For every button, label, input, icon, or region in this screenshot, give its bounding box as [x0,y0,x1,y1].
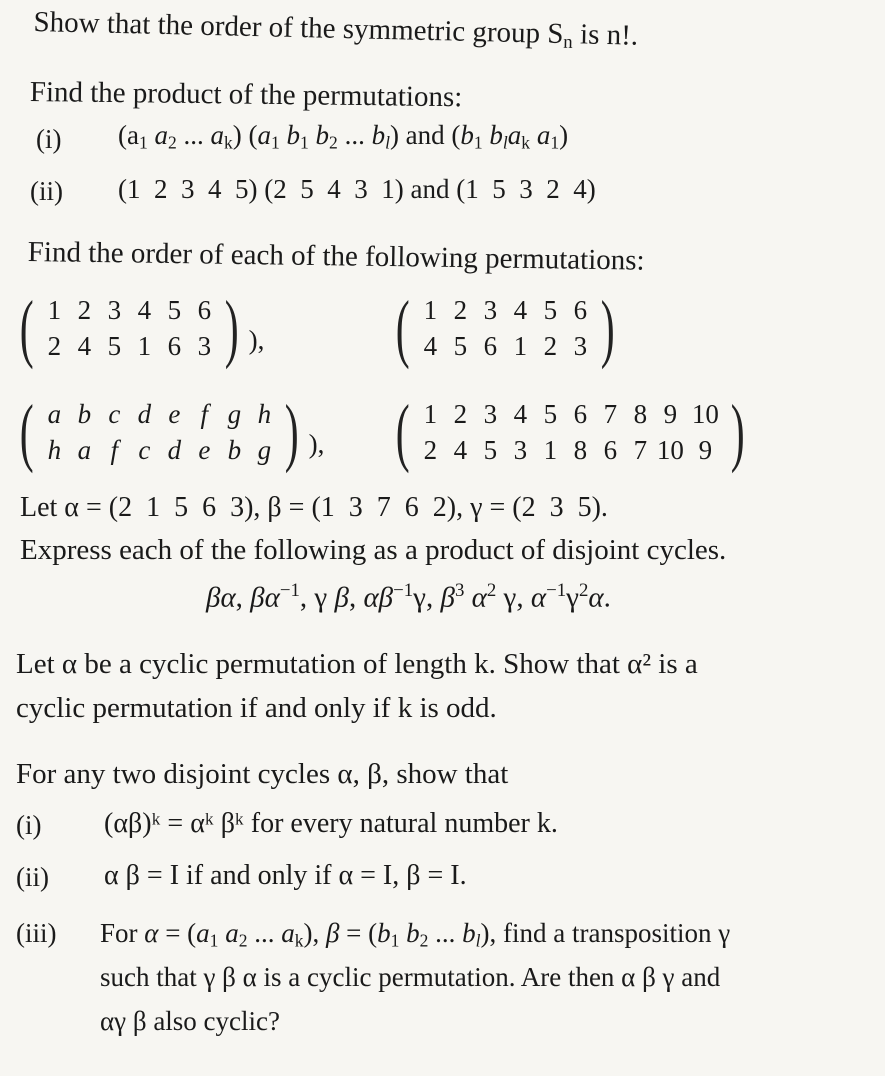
matrix-entry: 6 [603,435,618,465]
matrix-entry: 2 [47,331,62,361]
matrix-entry: 9 [663,399,678,429]
matrix-entry: 3 [483,399,498,429]
matrix-entry: 5 [543,399,558,429]
q6-title: For any two disjoint cycles α, β, show that [16,758,509,790]
q4-express-statement: Express each of the following as a product of disjoint cycles. [20,534,727,566]
matrix-entry: c [108,399,121,429]
matrix-entry: 6 [197,295,212,325]
matrix-entry: 6 [573,399,588,429]
matrix-entry: 1 [137,331,152,361]
matrix-entry: a [77,435,92,465]
q1-subscript: n [563,31,573,53]
q6-iii-label: (iii) [16,918,57,948]
matrix-entry: g [257,435,272,465]
matrix-entry: 4 [453,435,468,465]
matrix-entry: b [77,399,92,429]
q1-end: is n!. [572,18,639,52]
q2-ii-label: (ii) [30,176,63,206]
matrix-entry: 10 [656,435,684,465]
permutation-matrix-3 [14,390,325,474]
q6-iii-line-2: such that γ β α is a cyclic permutation. Are then α β γ and [100,962,721,992]
left-paren: ( [395,390,410,474]
matrix-entry: d [137,399,152,429]
matrix-entry: 1 [47,295,62,325]
matrix-1-top-row [39,292,219,328]
matrix-entry: 7 [603,399,618,429]
matrix-entry: 1 [513,331,528,361]
matrix-entry: 6 [483,331,498,361]
matrix-entry: b [227,435,242,465]
matrix-entry: 2 [543,331,558,361]
matrix-entry: 4 [513,295,528,325]
q6-ii-label: (ii) [16,862,49,892]
permutation-matrix-2 [390,286,621,370]
matrix-entry: 2 [77,295,92,325]
q6-iii-line-3: αγ β also cyclic? [100,1006,280,1036]
right-paren: ) [601,286,615,370]
matrix-2-bottom-row [415,328,595,364]
matrix-entry: 2 [453,295,468,325]
matrix-entry: 2 [423,435,438,465]
matrix-4-top-row [415,396,725,432]
matrix-entry: 8 [633,399,648,429]
q6-i-text: (αβ)ᵏ = αᵏ βᵏ for every natural number k. [104,808,558,839]
matrix-entry: 4 [423,331,438,361]
q2-i-expression: ($a_1$ $a_2$ ... $a_k$) ($a_1$ $b_1$ $b_2$ ... $b_l$) and ($b_1$ $b_la_k$ $a_1$) [118,120,569,153]
matrix-entry: g [227,399,242,429]
matrix-3-trail: ), [308,429,325,459]
matrix-entry: 5 [167,295,182,325]
matrix-entry: e [168,399,181,429]
matrix-entry: 3 [573,331,588,361]
matrix-entry: 3 [483,295,498,325]
q2-i-open: (a [118,120,139,150]
q4-expressions: βα, $\beta\alpha^{-1}$, γ β, $\alpha\beta^{-1}\gamma$, $\beta^3$ $\alpha^2$ γ, $\alpha^{-1}\gamma^2\alpha$. [206,580,611,614]
matrix-entry: h [257,399,272,429]
question-order-symmetric-group [33,6,638,55]
matrix-entry: 3 [197,331,212,361]
matrix-entry: 3 [513,435,528,465]
matrix-entry: 7 [633,435,648,465]
q6-ii-text: α β = I if and only if α = I, β = I. [104,860,467,891]
matrix-entry: 3 [107,295,122,325]
matrix-entry: 6 [573,295,588,325]
matrix-entry: c [138,435,151,465]
matrix-entry: f [200,399,209,429]
matrix-entry: 4 [513,399,528,429]
matrix-2-top-row [415,292,595,328]
q6-i-label: (i) [16,810,42,840]
q5-line-1: Let α be a cyclic permutation of length k. Show that α² is a [16,648,698,680]
right-paren: ) [731,390,745,474]
q4-let-statement: Let α = (2 1 5 6 3), β = (1 3 7 6 2), γ = (2 3 5). [20,492,608,523]
q2-i-label: (i) [36,124,62,154]
left-paren: ( [19,390,34,474]
matrix-1-trail: ), [248,325,265,355]
matrix-4-bottom-row [415,432,725,468]
left-paren: ( [395,286,410,370]
q6-iii-line-1: For $\alpha = (a_1$ $a_2$ ... $a_k$), $\beta = (b_1$ $b_2$ ... $b_l$), find a transposition γ [100,918,731,951]
matrix-entry: 5 [543,295,558,325]
matrix-entry: 8 [573,435,588,465]
q2-ii-expression: (1 2 3 4 5) (2 5 4 3 1) and (1 5 3 2 4) [118,174,596,204]
matrix-3-top-row [39,396,279,432]
matrix-entry: 5 [453,331,468,361]
matrix-entry: 10 [691,399,719,429]
matrix-entry: 5 [107,331,122,361]
matrix-entry: a [47,399,62,429]
matrix-entry: 1 [543,435,558,465]
matrix-entry: 5 [483,435,498,465]
q1-text: Show that the order of the symmetric group S [33,6,564,51]
matrix-entry: 9 [698,435,713,465]
matrix-entry: e [198,435,211,465]
question-order-title: Find the order of each of the following permutations: [27,236,645,277]
matrix-1-bottom-row [39,328,219,364]
matrix-entry: 1 [423,295,438,325]
matrix-entry: 4 [137,295,152,325]
permutation-matrix-4 [390,390,751,474]
permutation-matrix-1 [14,286,265,370]
matrix-entry: 1 [423,399,438,429]
q5-line-2: cyclic permutation if and only if k is odd. [16,692,497,724]
matrix-entry: f [110,435,119,465]
matrix-entry: 2 [453,399,468,429]
left-paren: ( [19,286,34,370]
matrix-entry: d [167,435,182,465]
right-paren: ) [285,390,299,474]
right-paren: ) [225,286,239,370]
matrix-entry: 6 [167,331,182,361]
question-product-title: Find the product of the permutations: [29,76,463,114]
matrix-entry: 4 [77,331,92,361]
matrix-3-bottom-row [39,432,279,468]
matrix-entry: h [47,435,62,465]
